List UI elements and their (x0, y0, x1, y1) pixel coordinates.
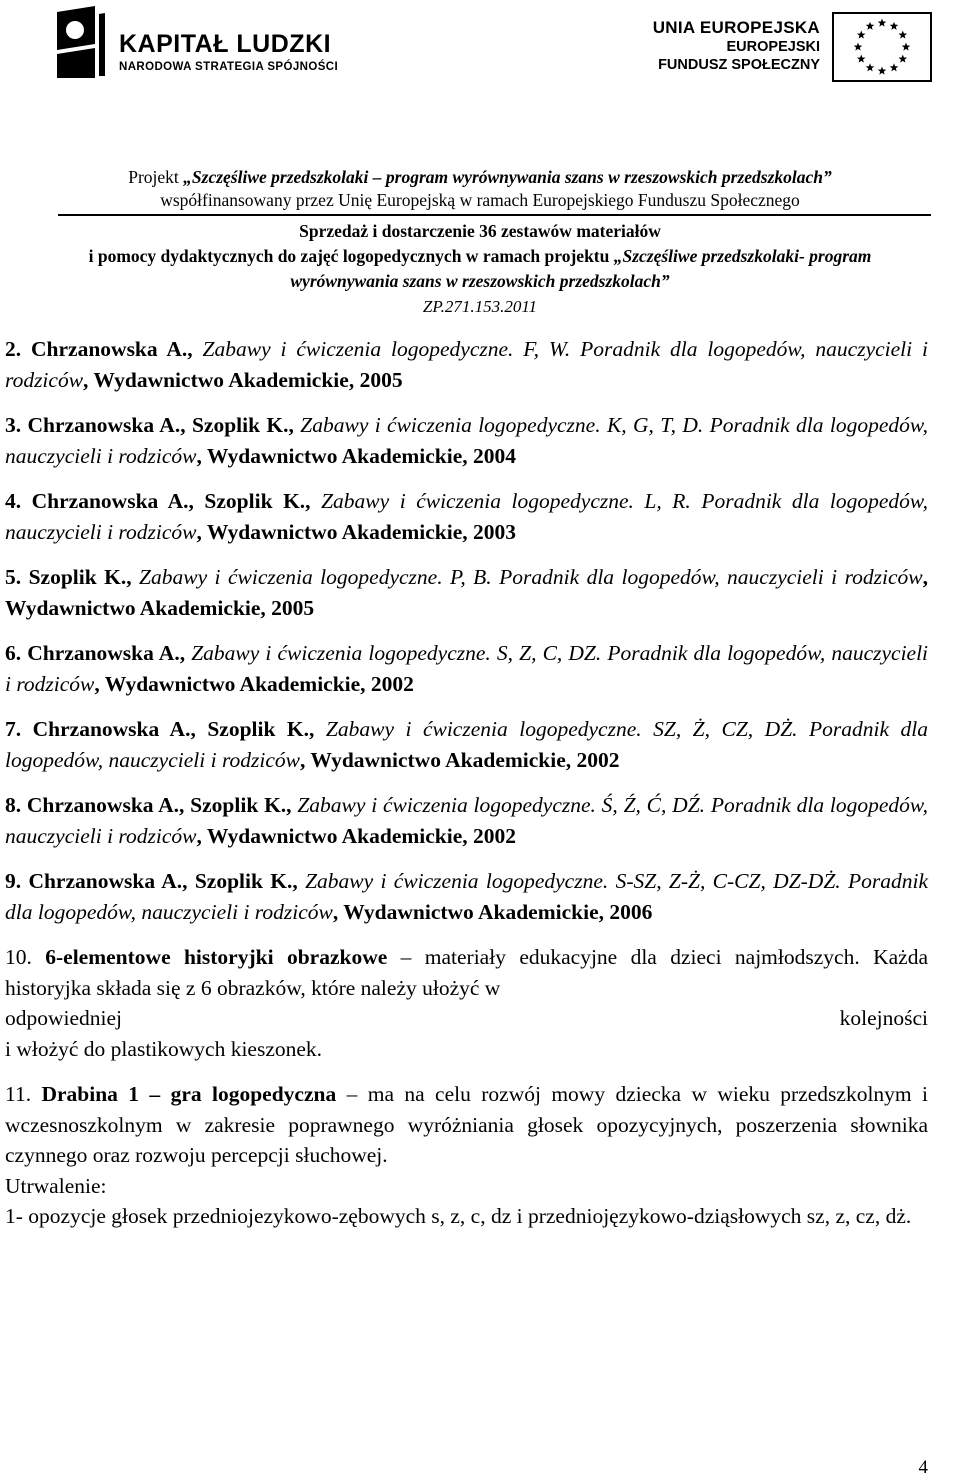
list-item (5, 562, 928, 623)
list-item (5, 638, 928, 699)
item-title: Zabawy i ćwiczenia logopedyczne. SZ, Ż, CZ, DŻ. Poradnik dla logopedów, nauczycieli i rodziców (5, 717, 929, 772)
utrwalenie-label: Utrwalenie: (5, 1173, 107, 1198)
utrwalenie-point-1: 1- opozycje głosek przedniojezykowo-zębowych s, z, c, dz i przedniojęzykowo-dziąsłowych sz, z, cz, dż. (5, 1204, 912, 1228)
project-title: „Szczęśliwe przedszkolaki – program wyrównywania szans w rzeszowskich przedszkolach” (183, 167, 832, 187)
item-title: Zabawy i ćwiczenia logopedyczne. S, Z, C, DZ. Poradnik dla logopedów, nauczycieli i rodziców (5, 641, 929, 696)
item-sep: , (286, 793, 298, 817)
eu-logo (640, 12, 940, 82)
item-pub: , Wydawnictwo Akademickie, 2005 (5, 565, 929, 620)
item-author: Chrzanowska A., Szoplik K. (26, 793, 287, 817)
list-item (5, 714, 928, 775)
document-body (5, 334, 928, 1247)
item-sep: , (126, 565, 140, 589)
bibliography-list (5, 334, 928, 927)
item-num: 2. (5, 337, 32, 361)
item-title: Zabawy i ćwiczenia logopedyczne. Ś, Ź, Ć, DŹ. Poradnik dla logopedów, nauczycieli i rodziców (5, 793, 928, 848)
item-author: Chrzanowska A., Szoplik K. (31, 489, 306, 513)
item-sep: , (288, 413, 301, 437)
item-author: Chrzanowska A. (27, 641, 180, 665)
item-pub: , Wydawnictwo Akademickie, 2002 (196, 823, 517, 848)
reference-number: ZP.271.153.2011 (422, 297, 538, 316)
item-sep: , (179, 641, 192, 665)
item-author: Chrzanowska A., Szoplik K. (32, 717, 310, 741)
eu-flag-icon (832, 12, 932, 82)
item-author: Chrzanowska A. (31, 337, 188, 361)
item-num: 6. (5, 641, 28, 665)
item-num: 9. (5, 869, 29, 893)
cofinancing-line: współfinansowany przez Unię Europejską w ramach Europejskiego Funduszu Społecznego (160, 190, 800, 210)
item-author: Szoplik K. (28, 565, 127, 589)
list-item (5, 790, 928, 851)
item-num: 3. (5, 413, 28, 437)
project-line: Projekt „Szczęśliwe przedszkolaki – program wyrównywania szans w rzeszowskich przedszkolach” (128, 167, 832, 187)
item-author: Chrzanowska A., Szoplik K. (28, 869, 293, 893)
item-title: Zabawy i ćwiczenia logopedyczne. P, B. Poradnik dla logopedów, nauczycieli i rodziców (139, 565, 923, 589)
item11-title: Drabina 1 – gra logopedyczna (41, 1082, 337, 1106)
item-author: Chrzanowska A., Szoplik K. (27, 413, 289, 437)
list-item (5, 334, 928, 395)
order-header (0, 219, 960, 319)
kapital-ludzki-mark-icon (55, 4, 105, 80)
list-item (5, 486, 928, 547)
item-title: Zabawy i ćwiczenia logopedyczne. L, R. Poradnik dla logopedów, nauczycieli i rodziców (5, 489, 928, 544)
item-pub: , Wydawnictwo Akademickie, 2006 (332, 899, 653, 924)
list-item-11: 11. Drabina 1 – gra logopedyczna – ma na celu rozwój mowy dziecka w wieku przedszkolnym i wczesnoszkolnym w zakresie poprawnego wyróżniania głosek opozycyjnych, poszerzenia słownika czynnego oraz rozwoju percepcji słuchowej. Utrwalenie: 1- opozycje głosek przedniojezykowo-zębowych s, z, c, dz i przedniojęzykowo-dziąsłowych sz, z, cz, dż. (5, 1079, 928, 1232)
list-item-10: 10. 6-elementowe historyjki obrazkowe – materiały edukacyjne dla dzieci najmłodszych. Każda historyjka składa się z 6 obrazków, które należy ułożyć w odpowiedniej kolejności i włożyć do plastikowych kieszonek. (5, 945, 928, 1061)
item-pub: , Wydawnictwo Akademickie, 2005 (83, 367, 403, 392)
order-line2: i pomocy dydaktycznych do zajęć logopedycznych w ramach projektu „Szczęśliwe przedszkolaki- program (88, 246, 872, 266)
item-num: 8. (5, 793, 27, 817)
list-item (5, 866, 928, 927)
kapital-ludzki-subtitle: NARODOWA STRATEGIA SPÓJNOŚCI (119, 61, 339, 73)
item-sep: , (292, 869, 306, 893)
order-line1: Sprzedaż i dostarczenie 36 zestawów materiałów (299, 221, 661, 241)
order-line3: wyrównywania szans w rzeszowskich przedszkolach” (290, 271, 670, 291)
eu-logo-text (653, 18, 820, 74)
header-rule (58, 214, 931, 216)
item-num: 7. (5, 717, 33, 741)
item10-title: 6-elementowe historyjki obrazkowe (45, 945, 388, 969)
item-title: Zabawy i ćwiczenia logopedyczne. F, W. Poradnik dla logopedów, nauczycieli i rodziców (5, 337, 928, 392)
item-pub: , Wydawnictwo Akademickie, 2002 (94, 671, 414, 696)
item-sep: , (309, 717, 326, 741)
item-sep: , (187, 337, 203, 361)
item-pub: , Wydawnictwo Akademickie, 2003 (196, 519, 517, 544)
item-num: 5. (5, 565, 29, 589)
item-pub: , Wydawnictwo Akademickie, 2002 (300, 747, 620, 772)
item-title: Zabawy i ćwiczenia logopedyczne. K, G, T, D. Poradnik dla logopedów, nauczycieli i rodziców (5, 413, 929, 468)
item-num: 4. (5, 489, 32, 513)
item-sep: , (305, 489, 322, 513)
item-title: Zabawy i ćwiczenia logopedyczne. S-SZ, Z-Ż, C-CZ, DZ-DŻ. Poradnik dla logopedów, nauczycieli i rodziców (5, 869, 929, 924)
item-pub: , Wydawnictwo Akademickie, 2004 (196, 443, 517, 468)
eu-logo-line3: FUNDUSZ SPOŁECZNY (658, 57, 820, 73)
eu-logo-line2: EUROPEJSKI (726, 39, 820, 55)
page-number: 4 (918, 1457, 928, 1478)
list-item (5, 410, 928, 471)
kapital-ludzki-title: KAPITAŁ LUDZKI (119, 30, 332, 58)
kapital-ludzki-logo (55, 4, 339, 82)
eu-logo-line1: UNIA EUROPEJSKA (652, 18, 820, 37)
document-header (0, 166, 960, 212)
